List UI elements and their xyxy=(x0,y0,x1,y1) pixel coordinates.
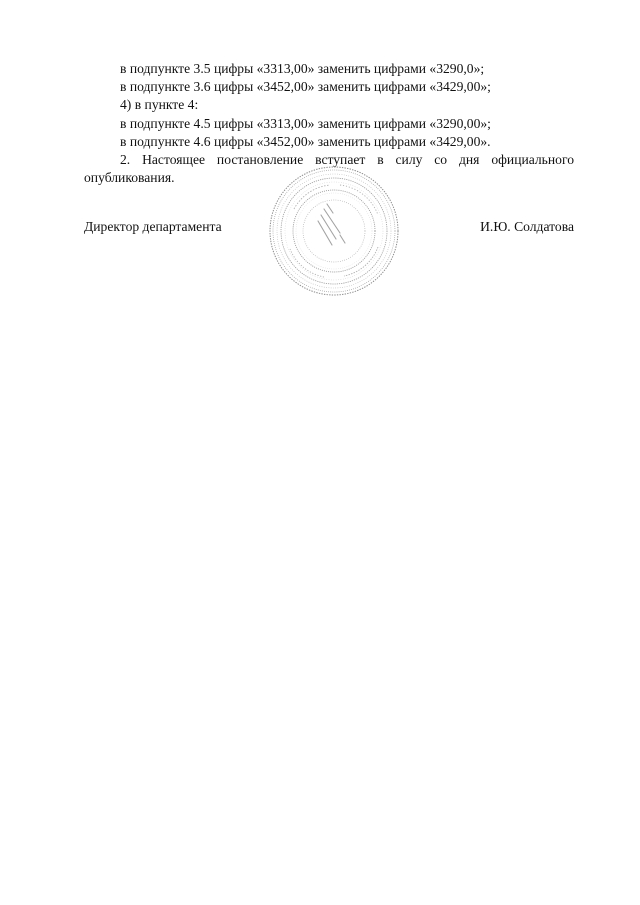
signature-block xyxy=(84,217,574,237)
amendment-line-4-6: в подпункте 4.6 цифры «3452,00» заменить цифрами «3429,00». xyxy=(120,133,491,149)
amendment-line-3-5: в подпункте 3.5 цифры «3313,00» заменить цифрами «3290,0»; xyxy=(120,61,485,76)
amendment-line-3-6: в подпункте 3.6 цифры «3452,00» заменить цифрами «3429,00»; xyxy=(120,79,491,95)
signatory-name: И.Ю. Солдатова xyxy=(480,219,574,234)
amendment-line-4-5: в подпункте 4.5 цифры «3313,00» заменить цифрами «3290,00»; xyxy=(120,115,491,131)
effective-date-clause: 2. Настоящее постановление вступает в силу со дня официального опубликования. xyxy=(84,152,574,186)
signatory-title: Директор департамента xyxy=(84,219,222,234)
clause-heading-4: 4) в пункте 4: xyxy=(120,97,199,113)
